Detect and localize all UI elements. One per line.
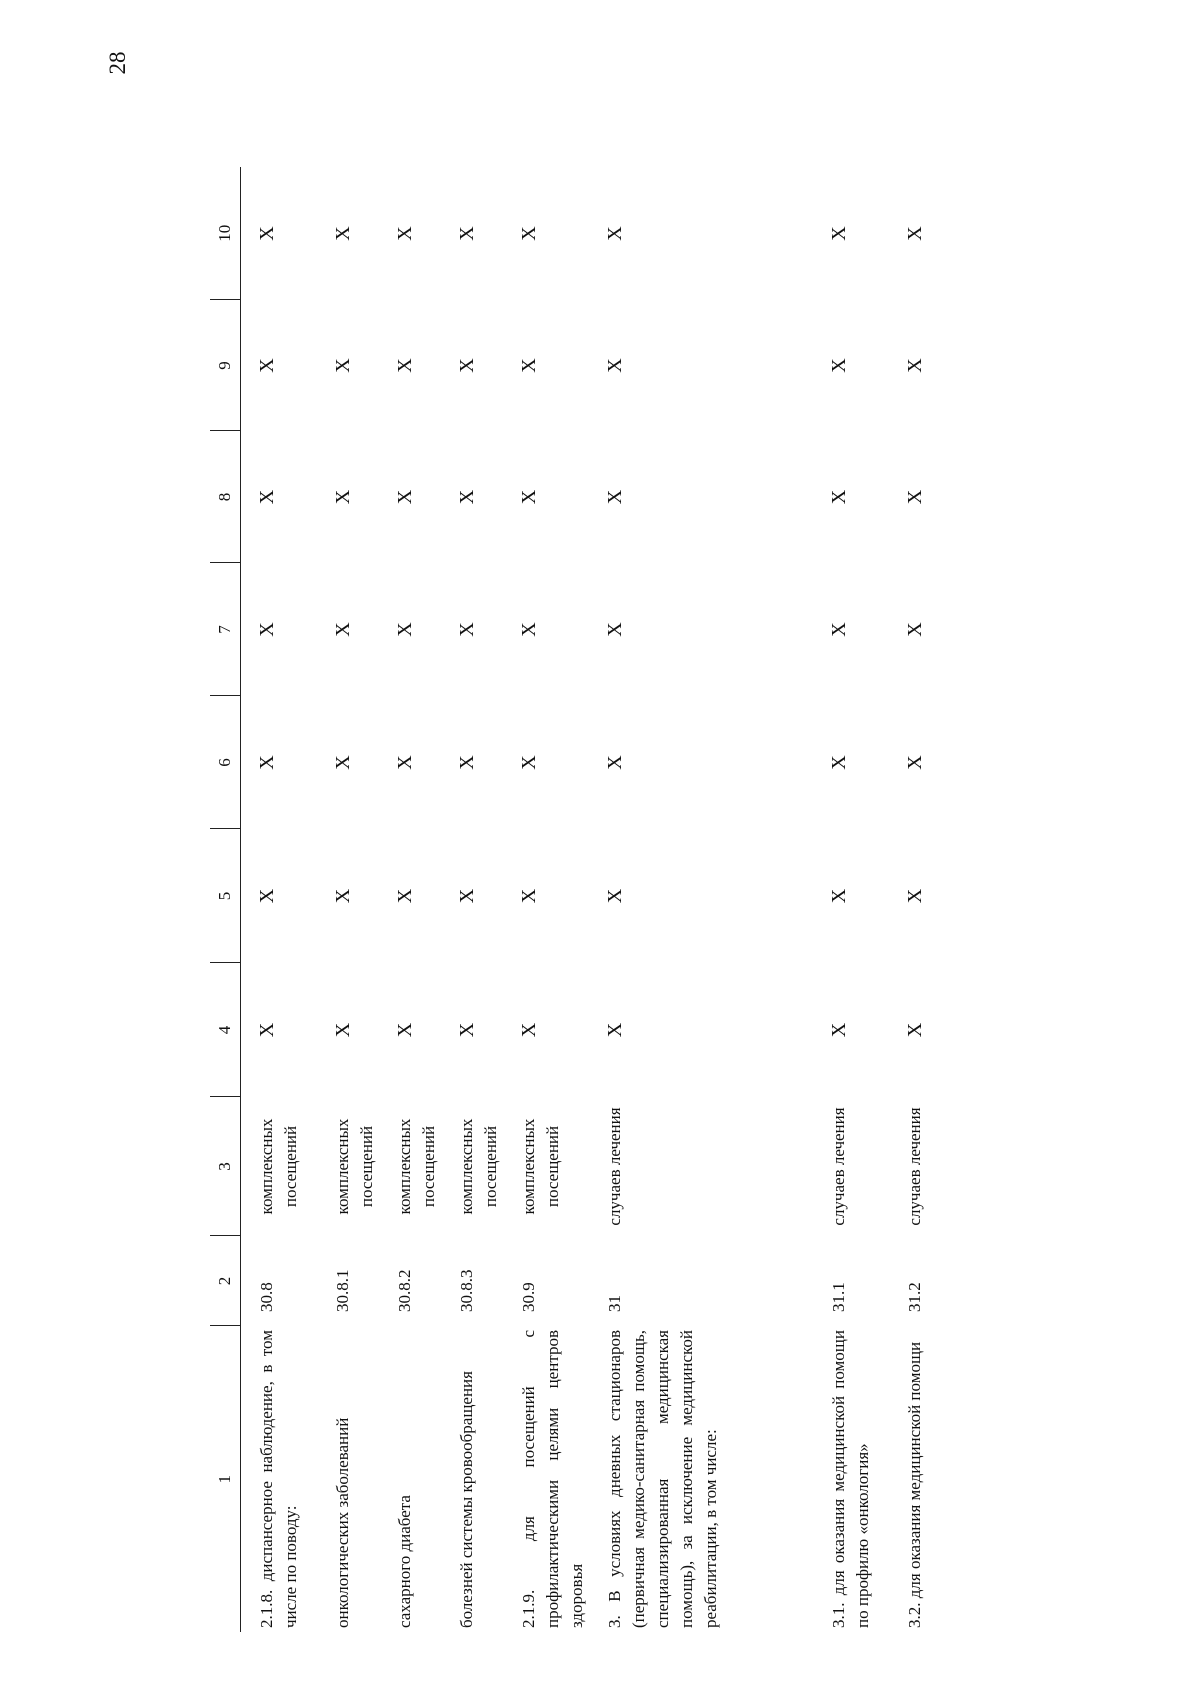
value-cell: X [518,888,540,904]
header-cell: 8 [210,431,241,563]
header-cell: 10 [210,167,241,300]
row-unit: комплексных посещений [457,1118,500,1215]
row-unit: комплексных посещений [519,1118,562,1215]
value-cell: X [604,358,626,373]
value-cell: X [256,755,278,770]
value-cell: X [828,1022,850,1038]
value-cell: X [904,226,926,241]
value-cell: X [394,622,416,637]
table-row [379,167,441,1632]
header-cell: 6 [210,696,241,829]
value-cell: X [828,226,850,241]
row-unit: случаев лечения [905,1107,924,1226]
row-unit: случаев лечения [829,1107,848,1226]
value-cell: X [332,489,354,505]
value-cell: X [394,1022,416,1038]
value-cell: X [332,226,354,241]
value-cell: X [456,226,478,241]
value-cell: X [332,755,354,770]
value-cell: X [518,622,540,637]
row-code: 31 [605,1295,624,1312]
value-cell: X [828,622,850,637]
row-unit: комплексных посещений [395,1118,438,1215]
row-name: сахарного диабета [395,1495,414,1628]
row-code: 30.8.3 [457,1269,476,1312]
row-name: 2.1.8. диспансерное наблюдение, в том числе по поводу: [257,1330,300,1628]
value-cell: X [904,622,926,637]
data-table [210,167,965,1632]
value-cell: X [604,226,626,241]
value-cell: X [904,755,926,770]
value-cell: X [518,755,540,770]
table-row [589,167,813,1632]
row-unit: случаев лечения [605,1107,624,1226]
value-cell: X [604,1022,626,1038]
row-unit: комплексных посещений [257,1118,300,1215]
row-code: 30.8.1 [333,1269,352,1312]
value-cell: X [518,358,540,373]
table-row [317,167,379,1632]
table-row [813,167,889,1632]
value-cell: X [904,489,926,505]
value-cell: X [332,622,354,637]
value-cell: X [828,755,850,770]
table-row [441,167,503,1632]
row-name: 2.1.9. для посещений с профилактическими целями центров здоровья [519,1330,586,1628]
value-cell: X [904,358,926,373]
rotated-table-frame [210,167,926,1632]
header-cell: 4 [210,963,241,1097]
row-name: болезней системы кровообращения [457,1371,476,1628]
table-row [241,167,318,1632]
value-cell: X [456,1022,478,1038]
value-cell: X [394,755,416,770]
header-cell: 3 [210,1097,241,1236]
row-name: онкологических заболеваний [333,1417,352,1628]
value-cell: X [456,622,478,637]
table-row [889,167,965,1632]
value-cell: X [256,489,278,505]
header-cell: 1 [210,1326,241,1632]
value-cell: X [518,489,540,505]
row-name: 3. В условиях дневных стационаров (первичная медико-санитарная помощь, специализированная медицинская помощь), за исключение медицинской реабилитации, в том числе: [605,1330,720,1628]
value-cell: X [394,226,416,241]
value-cell: X [332,888,354,904]
row-code: 30.8 [257,1282,276,1312]
value-cell: X [828,489,850,505]
value-cell: X [604,622,626,637]
value-cell: X [456,358,478,373]
value-cell: X [518,1022,540,1038]
value-cell: X [604,888,626,904]
value-cell: X [904,1022,926,1038]
value-cell: X [256,1022,278,1038]
value-cell: X [828,358,850,373]
header-cell: 9 [210,300,241,431]
page-number: 28 [105,51,130,75]
value-cell: X [604,755,626,770]
value-cell: X [456,888,478,904]
row-code: 31.2 [905,1282,924,1312]
header-cell: 2 [210,1236,241,1326]
header-cell: 7 [210,563,241,696]
value-cell: X [332,1022,354,1038]
value-cell: X [394,489,416,505]
value-cell: X [256,888,278,904]
value-cell: X [604,489,626,505]
value-cell: X [904,888,926,904]
value-cell: X [828,888,850,904]
table-row [503,167,589,1632]
row-unit: комплексных посещений [333,1118,376,1215]
row-code: 30.8.2 [395,1269,414,1312]
value-cell: X [332,358,354,373]
row-code: 31.1 [829,1282,848,1312]
row-code: 30.9 [519,1282,538,1312]
header-cell: 5 [210,829,241,963]
value-cell: X [456,755,478,770]
value-cell: X [256,226,278,241]
value-cell: X [256,358,278,373]
row-name: 3.2. для оказания медицинской помощи [905,1341,924,1628]
value-cell: X [394,358,416,373]
value-cell: X [256,622,278,637]
value-cell: X [518,226,540,241]
row-name: 3.1. для оказания медицинской помощи по профилю «онкология» [829,1330,872,1628]
value-cell: X [394,888,416,904]
value-cell: X [456,489,478,505]
header-row [210,167,241,1632]
